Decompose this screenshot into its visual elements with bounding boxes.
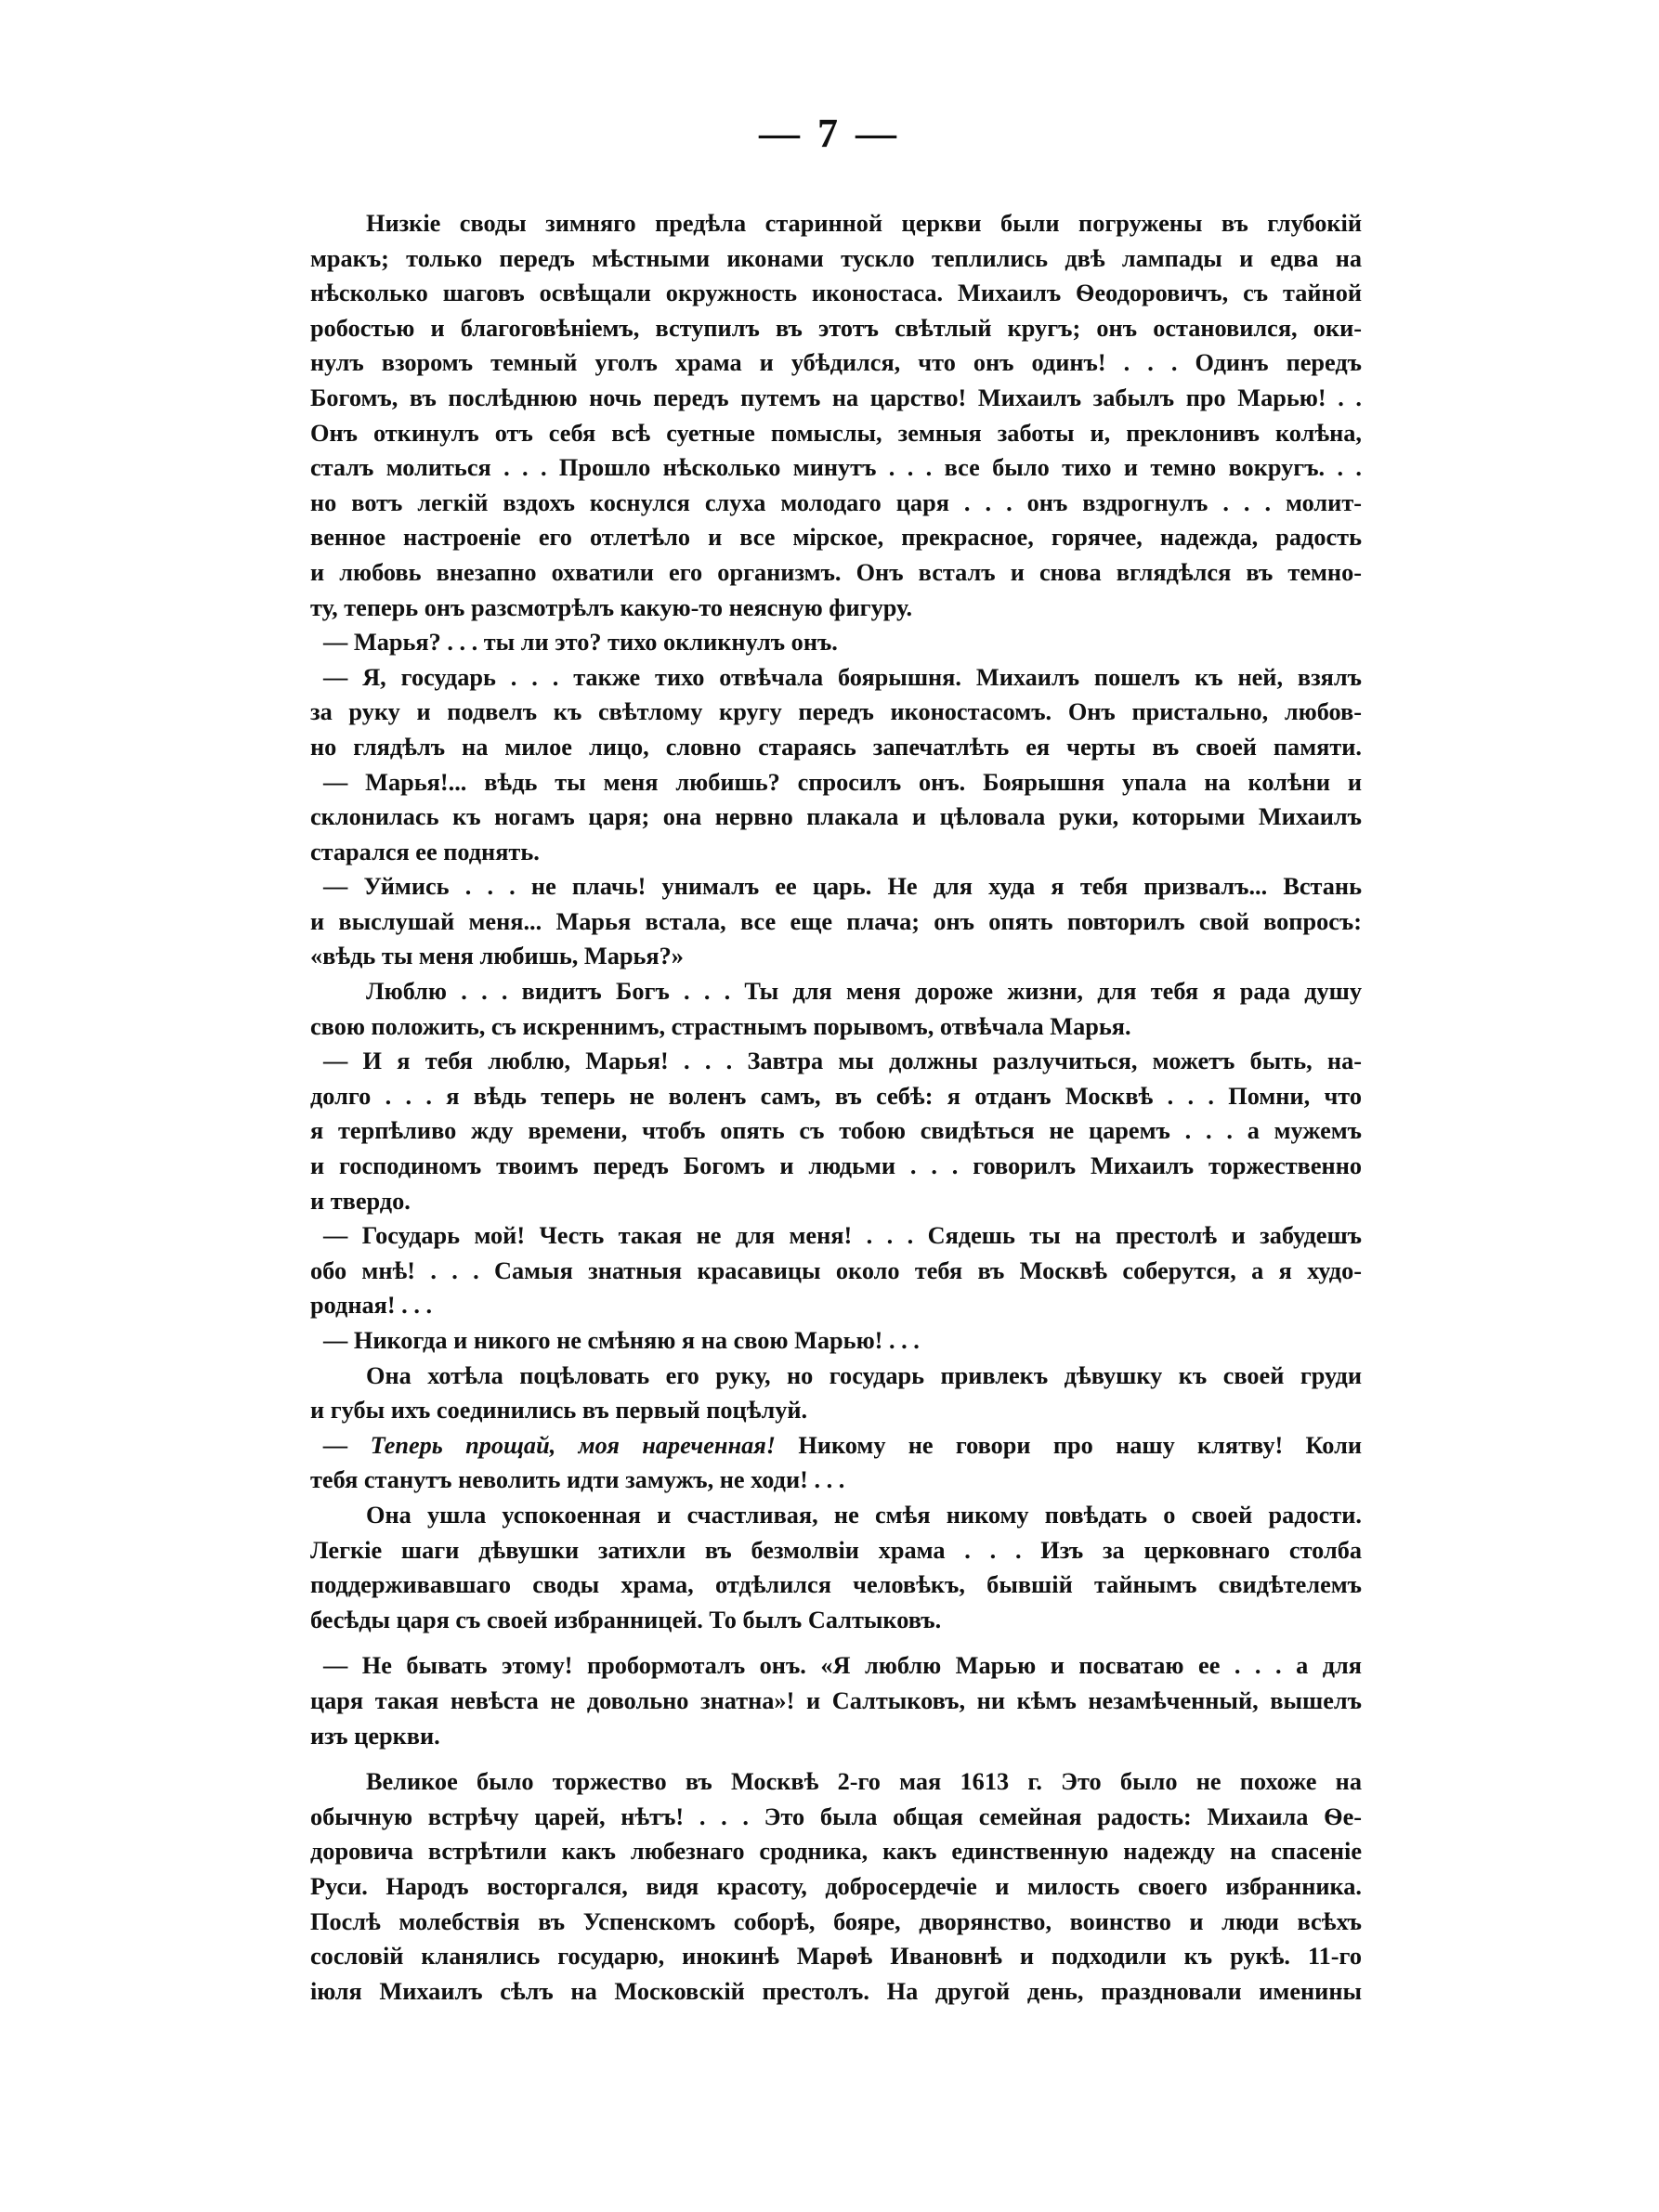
text-line: Низкіе своды зимняго предѣла старинной церкви были погружены въ глубокій bbox=[366, 210, 1362, 237]
text-line: Послѣ молебствія въ Успенскомъ соборѣ, бояре, дворянство, воинство и люди всѣхъ bbox=[310, 1907, 1362, 1935]
text-line: — Марья? . . . ты ли это? тихо окликнулъ онъ. bbox=[323, 629, 838, 657]
text-line: и господиномъ твоимъ передъ Богомъ и людьми . . . говорилъ Михаилъ торжественно bbox=[310, 1152, 1362, 1180]
text-line: доровича встрѣтили какъ любезнаго сродника, какъ единственную надежду на спасеніе bbox=[310, 1838, 1362, 1866]
text-line: и губы ихъ соединились въ первый поцѣлуй. bbox=[310, 1397, 808, 1425]
text-line: венное настроеніе его отлетѣло и все мірское, прекрасное, горячее, надежда, радость bbox=[310, 524, 1362, 552]
text-line: но вотъ легкій вздохъ коснулся слуха молодаго царя . . . онъ вздрогнулъ . . . молит- bbox=[310, 488, 1362, 516]
body-text bbox=[310, 206, 1362, 2009]
italic-phrase: — Теперь прощай, моя нареченная! bbox=[323, 1431, 777, 1459]
text-line: старался ее поднять. bbox=[310, 838, 540, 865]
text-line: бесѣды царя съ своей избранницей. То былъ Салтыковъ. bbox=[310, 1606, 942, 1633]
text-line: ту, теперь онъ разсмотрѣлъ какую-то неясную фигуру. bbox=[310, 593, 913, 621]
page-number: — 7 — bbox=[759, 111, 900, 156]
text-line-rest: Никому не говори про нашу клятву! Коли bbox=[798, 1431, 1362, 1459]
text-line bbox=[310, 1428, 1362, 1464]
text-line: Онъ откинулъ отъ себя всѣ суетные помыслы, земныя заботы и, преклонивъ колѣна, bbox=[310, 419, 1362, 447]
text-line: и твердо. bbox=[310, 1187, 411, 1215]
text-line: Великое было торжество въ Москвѣ 2-го мая 1613 г. Это было не похоже на bbox=[366, 1768, 1362, 1796]
text-line: долго . . . я вѣдь теперь не воленъ самъ, въ себѣ: я отданъ Москвѣ . . . Помни, что bbox=[310, 1082, 1362, 1110]
text-line: поддерживавшаго своды храма, отдѣлился человѣкъ, бывшій тайнымъ свидѣтелемъ bbox=[310, 1571, 1362, 1599]
text-line: нулъ взоромъ темный уголъ храма и убѣдился, что онъ одинъ! . . . Одинъ передъ bbox=[310, 349, 1362, 377]
text-line: сталъ молиться . . . Прошло нѣсколько минутъ . . . все было тихо и темно вокругъ. . . bbox=[310, 454, 1362, 482]
text-line: свою положить, съ искреннимъ, страстнымъ порывомъ, отвѣчала Марья. bbox=[310, 1012, 1131, 1040]
text-line: сословій кланялись государю, инокинѣ Марѳѣ Ивановнѣ и подходили къ рукѣ. 11-го bbox=[310, 1943, 1362, 1971]
text-line: іюля Михаилъ сѣлъ на Московскій престолъ. На другой день, праздновали именины bbox=[310, 1977, 1362, 2005]
text-line: — Я, государь . . . также тихо отвѣчала боярышня. Михаилъ пошелъ къ ней, взялъ bbox=[323, 663, 1362, 691]
text-line: робостью и благоговѣніемъ, вступилъ въ этотъ свѣтлый кругъ; онъ остановился, оки- bbox=[310, 314, 1362, 342]
text-line: обо мнѣ! . . . Самыя знатныя красавицы около тебя въ Москвѣ соберутся, а я худо- bbox=[310, 1256, 1362, 1284]
text-line: мракъ; только передъ мѣстными иконами тускло теплились двѣ лампады и едва на bbox=[310, 244, 1362, 272]
text-line: но глядѣлъ на милое лицо, словно стараясь запечатлѣть ея черты въ своей памяти. bbox=[310, 733, 1362, 761]
text-line: я терпѣливо жду времени, чтобъ опять съ тобою свидѣться не царемъ . . . а мужемъ bbox=[310, 1117, 1362, 1145]
text-line: Руси. Народъ восторгался, видя красоту, добросердечіе и милость своего избранника. bbox=[310, 1872, 1362, 1900]
text-line: склонилась къ ногамъ царя; она нервно плакала и цѣловала руки, которыми Михаилъ bbox=[310, 803, 1362, 831]
text-line: — Не бывать этому! пробормоталъ онъ. «Я люблю Марью и посватаю ее . . . а для bbox=[323, 1652, 1362, 1680]
text-line: «вѣдь ты меня любишь, Марья?» bbox=[310, 943, 684, 970]
text-line: царя такая невѣста не довольно знатна»! и Салтыковъ, ни кѣмъ незамѣченный, вышелъ bbox=[310, 1686, 1362, 1714]
text-line: — Никогда и никого не смѣняю я на свою Марью! . . . bbox=[323, 1327, 920, 1354]
text-line: изъ церкви. bbox=[310, 1722, 440, 1750]
text-line: Она ушла успокоенная и счастливая, не смѣя никому повѣдать о своей радости. bbox=[366, 1501, 1362, 1529]
text-line: Богомъ, въ послѣднюю ночь передъ путемъ на царство! Михаилъ забылъ про Марью! . . bbox=[310, 384, 1362, 411]
text-line: родная! . . . bbox=[310, 1292, 433, 1320]
text-line: — Уймись . . . не плачь! унималъ ее царь. Не для худа я тебя призвалъ... Встань bbox=[323, 873, 1362, 901]
text-line: тебя станутъ неволить идти замужъ, не ходи! . . . bbox=[310, 1466, 845, 1494]
text-line: Люблю . . . видитъ Богъ . . . Ты для меня дороже жизни, для тебя я рада душу bbox=[366, 978, 1362, 1006]
text-line: Легкіе шаги дѣвушки затихли въ безмолвіи храма . . . Изъ за церковнаго столба bbox=[310, 1536, 1362, 1564]
text-line: — И я тебя люблю, Марья! . . . Завтра мы должны разлучиться, можетъ быть, на- bbox=[323, 1047, 1362, 1075]
text-line: — Марья!... вѣдь ты меня любишь? спросилъ онъ. Боярышня упала на колѣни и bbox=[323, 768, 1362, 796]
text-line: и любовь внезапно охватили его организмъ. Онъ всталъ и снова вглядѣлся въ темно- bbox=[310, 558, 1362, 586]
text-line: обычную встрѣчу царей, нѣтъ! . . . Это была общая семейная радость: Михаила Ѳе- bbox=[310, 1802, 1362, 1830]
text-line: и выслушай меня... Марья встала, все еще плача; онъ опять повторилъ свой вопросъ: bbox=[310, 907, 1362, 935]
text-line: Она хотѣла поцѣловать его руку, но государь привлекъ дѣвушку къ своей груди bbox=[366, 1361, 1362, 1389]
text-line: нѣсколько шаговъ освѣщали окружность иконостаса. Михаилъ Ѳеодоровичъ, съ тайной bbox=[310, 280, 1362, 307]
text-line: — Государь мой! Честь такая не для меня! . . . Сядешь ты на престолѣ и забудешъ bbox=[323, 1222, 1362, 1250]
text-line: за руку и подвелъ къ свѣтлому кругу передъ иконостасомъ. Онъ пристально, любов- bbox=[310, 698, 1362, 726]
